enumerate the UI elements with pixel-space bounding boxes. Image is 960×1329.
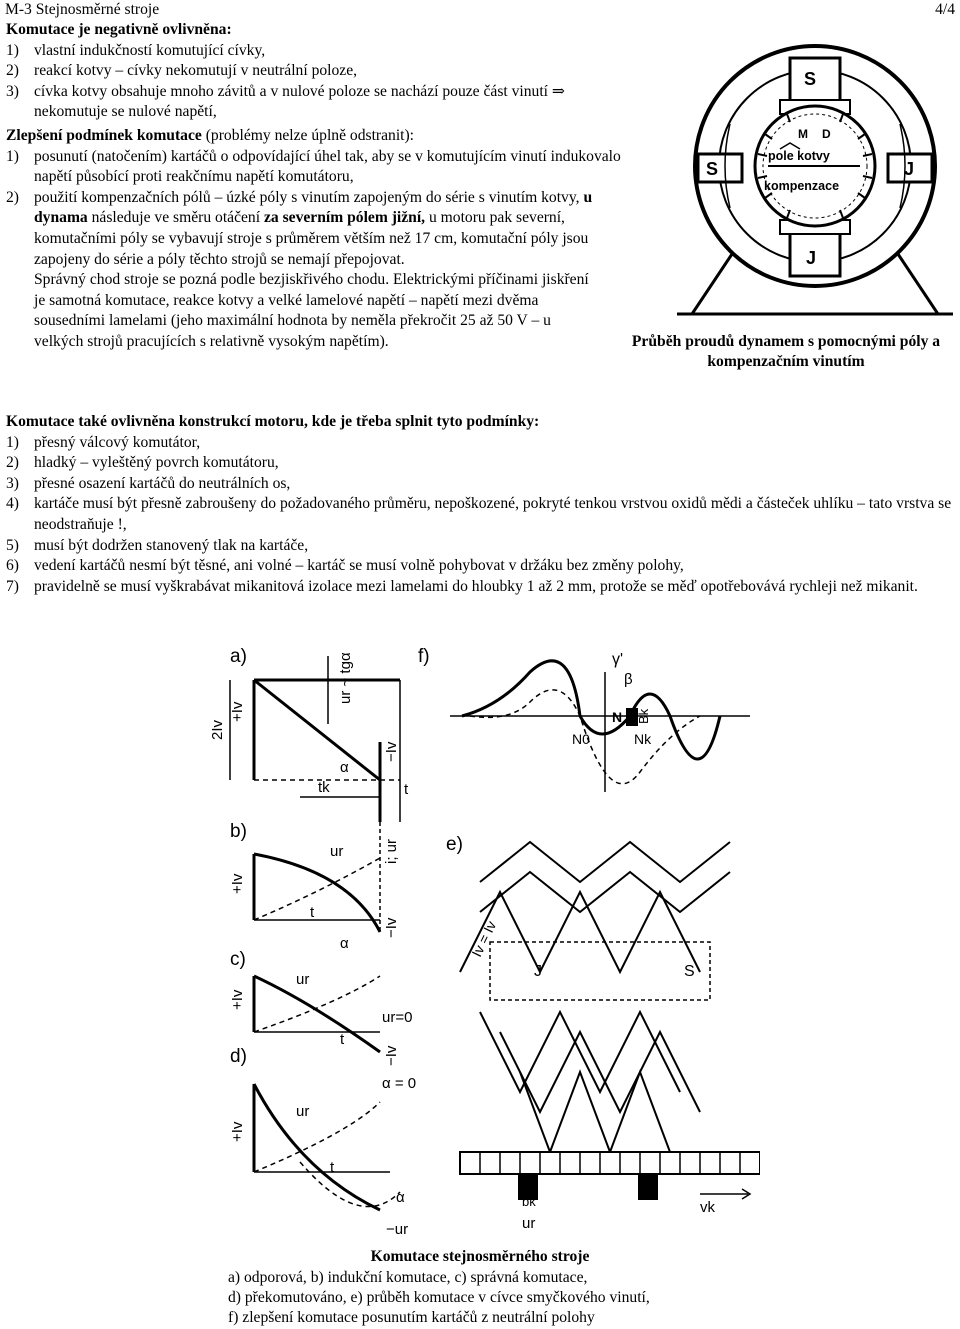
label-ur-tga: ur ~ tgα — [337, 652, 354, 704]
label-plus-iv-c: +Iv — [229, 989, 246, 1010]
label-plus-iv-d: +Iv — [229, 1121, 246, 1142]
label-ur-e: ur — [522, 1215, 536, 1232]
list-item: 2) hladký – vyleštěný povrch komutátoru, — [6, 454, 279, 472]
label-a: a) — [230, 646, 247, 667]
label-alpha-b: α — [340, 935, 349, 952]
label-plus-iv-b: +Iv — [229, 873, 246, 894]
label-2iv: 2Iv — [209, 719, 226, 740]
label-pole-kotvy: pole kotvy — [768, 149, 830, 163]
label-j-e: J — [534, 963, 542, 980]
label-f: f) — [418, 646, 430, 667]
label-ur0: ur=0 — [382, 1009, 413, 1026]
spark-paragraph: Správný chod stroje se pozná podle bezjiskřivého chodu. Elektrickými příčinami jiskření je samotná komutace, reakce kotvy a velké lamelové napětí – napětí mezi dvěma sousedními lamelami (jeho maximální hodnota by neměla překročit 25 až 50 V – u velkých strojů pracujících s relativně vysokým napětím). — [34, 271, 589, 350]
construction-heading: Komutace také ovlivněna konstrukcí motoru, kde je třeba splnit tyto podmínky: — [6, 413, 540, 430]
pole-j-bottom: J — [806, 248, 817, 268]
diagram-caption-line1: a) odporová, b) indukční komutace, c) správná komutace, — [228, 1269, 588, 1286]
list-item: 1) posunutí (natočením) kartáčů o odpovídající úhel tak, aby se v komutujícím vinutí indukovalo napětí působící proti reakčnímu napětí komutátoru, — [6, 147, 621, 186]
label-n0: N0 — [572, 731, 590, 747]
label-m: M — [798, 127, 808, 141]
label-nk: Nk — [634, 731, 652, 747]
list-item: 4) kartáče musí být přesně zabroušeny do požadovaného průměru, nepoškozené, pokryté tenkou vrstvou oxidů mědi a částeček uhlíku – tato vrstva se neodstraňuje !, — [6, 495, 952, 533]
list-item: 5) musí být dodržen stanovený tlak na kartáče, — [6, 536, 309, 554]
label-plus-iv: +Iv — [229, 701, 246, 722]
diagram-caption-line2: d) překomutováno, e) průběh komutace v cívce smyčkového vinutí, — [228, 1289, 650, 1306]
commutation-diagram — [200, 632, 760, 1244]
improve-heading: Zlepšení podmínek komutace (problémy nelze úplně odstranit): — [6, 127, 415, 144]
label-t: t — [404, 781, 409, 798]
label-d: D — [822, 127, 831, 141]
list-item: 6) vedení kartáčů nesmí být těsné, ani volné – kartáč se musí volně pohybovat v držáku bez změny polohy, — [6, 557, 684, 575]
list-item: 3) cívka kotvy obsahuje mnoho závitů a v nulové poloze se nachází pouze část vinutí ⇒ nekomutuje se nulové napětí, — [6, 82, 565, 121]
list-item: 1) vlastní indukčností komutující cívky, — [6, 41, 266, 59]
pole-s-top: S — [804, 69, 817, 89]
label-c: c) — [230, 949, 246, 970]
label-bk-e: bk — [522, 1194, 536, 1209]
diagram-caption-line3: f) zlepšení komutace posunutím kartáčů z neutrální polohy — [228, 1309, 595, 1326]
label-alpha-d: α — [396, 1189, 405, 1206]
list-item: 1) přesný válcový komutátor, — [6, 433, 201, 451]
label-vk: vk — [700, 1199, 715, 1216]
machine-figure — [672, 14, 958, 316]
improve-section — [6, 126, 624, 353]
pole-j-right: J — [904, 159, 915, 179]
page-number: 4/4 — [935, 1, 955, 18]
label-kompenzace: kompenzace — [764, 179, 840, 193]
label-b: b) — [230, 821, 247, 842]
label-gamma: γ' — [612, 651, 624, 668]
label-i-ur: i; ur — [383, 838, 400, 864]
label-t-d: t — [330, 1159, 335, 1176]
label-minus-iv-b: −Iv — [383, 917, 400, 938]
list-item: 2) reakcí kotvy – cívky nekomutují v neutrální poloze, — [6, 62, 358, 80]
label-bk: Bk — [636, 708, 651, 724]
list-item: 2) použití kompenzačních pólů – úzké póly s vinutím zapojeným do série s vinutím kotvy, u dynama následuje ve směru otáčení za severním pólem jižní, u motoru pak severní, komutačními póly se vybavují stroje s průměrem větším než 17 cm, komutační póly jsou zapojeny do série a póly těchto strojů se nemají přepojovat. — [6, 188, 593, 268]
header-title: M-3 Stejnosměrné stroje — [5, 1, 160, 18]
label-iv-eq: Iv = Iv — [468, 918, 500, 960]
list-item: 3) přesné osazení kartáčů do neutrálních os, — [6, 474, 291, 492]
label-e: e) — [446, 834, 463, 855]
pole-s-left: S — [706, 159, 719, 179]
label-d: d) — [230, 1046, 247, 1067]
negative-heading: Komutace je negativně ovlivněna: — [6, 21, 232, 38]
label-minus-ur: −ur — [386, 1221, 409, 1238]
negative-section — [6, 20, 626, 123]
brush-right — [638, 1174, 658, 1200]
label-t-c: t — [340, 1031, 345, 1048]
label-beta: β — [624, 671, 633, 688]
diagram-caption-title: Komutace stejnosměrného stroje — [370, 1248, 590, 1265]
label-minus-iv: −Iv — [383, 741, 400, 762]
label-alpha: α — [340, 759, 349, 776]
label-ur-c: ur — [296, 971, 310, 988]
label-s-e: S — [684, 963, 695, 980]
label-minus-iv-c: −Iv — [383, 1045, 400, 1066]
label-n: N — [612, 709, 623, 725]
list-item: 7) pravidelně se musí vyškrabávat mikanitová izolace mezi lamelami do hloubky 1 až 2 mm, protože se měď opotřebovává rychleji než mikanit. — [6, 577, 918, 595]
label-ur-b: ur — [330, 843, 344, 860]
construction-section — [6, 412, 956, 597]
label-t-b: t — [310, 904, 315, 921]
label-tk: tk — [318, 779, 330, 796]
label-alpha0: α = 0 — [382, 1075, 417, 1092]
machine-figure-caption: Průběh proudů dynamem s pomocnými póly a kompenzačním vinutím — [631, 333, 941, 370]
label-ur-d: ur — [296, 1103, 310, 1120]
